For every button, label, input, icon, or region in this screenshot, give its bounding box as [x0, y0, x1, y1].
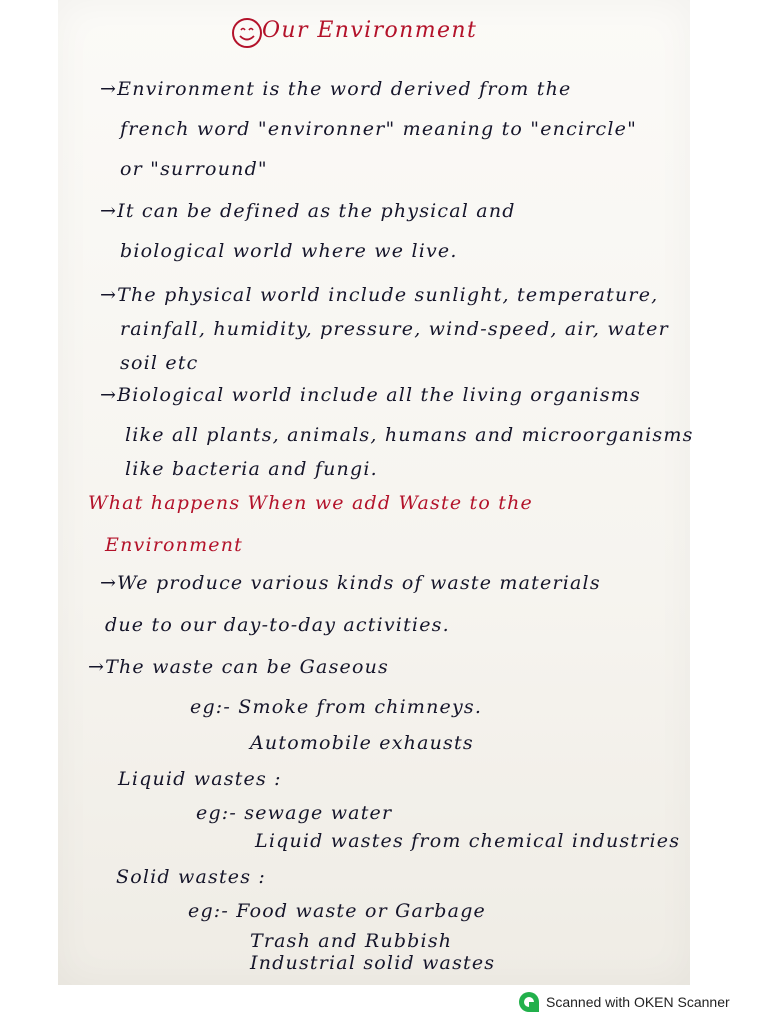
example-line: eg:- Smoke from chimneys.	[190, 696, 483, 718]
example-line: Trash and Rubbish	[250, 930, 453, 952]
note-line: →Environment is the word derived from the	[100, 78, 572, 100]
example-line: Automobile exhausts	[250, 732, 474, 754]
note-line: like bacteria and fungi.	[125, 458, 378, 480]
scanner-watermark	[518, 990, 730, 1014]
note-line: like all plants, animals, humans and microorganisms	[125, 424, 694, 446]
note-line: →The waste can be Gaseous	[88, 656, 389, 678]
note-line: or "surround"	[120, 158, 268, 180]
section-heading: Environment	[105, 534, 244, 556]
note-line: french word "environner" meaning to "encircle"	[120, 118, 638, 140]
note-line: rainfall, humidity, pressure, wind-speed, air, water	[120, 318, 669, 340]
section-heading: What happens When we add Waste to the	[88, 492, 533, 514]
scanner-watermark-text: Scanned with OKEN Scanner	[546, 994, 730, 1010]
example-line: eg:- sewage water	[196, 802, 393, 824]
note-line: biological world where we live.	[120, 240, 458, 262]
note-line: →We produce various kinds of waste materials	[100, 572, 601, 594]
example-line: Industrial solid wastes	[250, 952, 496, 974]
note-line: soil etc	[120, 352, 199, 374]
smiley-face-icon	[230, 16, 264, 50]
note-line: due to our day-to-day activities.	[105, 614, 450, 636]
oken-scanner-logo-icon	[518, 991, 540, 1013]
example-line: eg:- Food waste or Garbage	[188, 900, 486, 922]
subheading-line: Solid wastes :	[116, 866, 267, 888]
note-line: →The physical world include sunlight, temperature,	[100, 284, 659, 306]
note-line: →Biological world include all the living organisms	[100, 384, 641, 406]
subheading-line: Liquid wastes :	[118, 768, 282, 790]
note-line: →It can be defined as the physical and	[100, 200, 516, 222]
page-title: Our Environment	[262, 18, 478, 43]
example-line: Liquid wastes from chemical industries	[255, 830, 681, 852]
